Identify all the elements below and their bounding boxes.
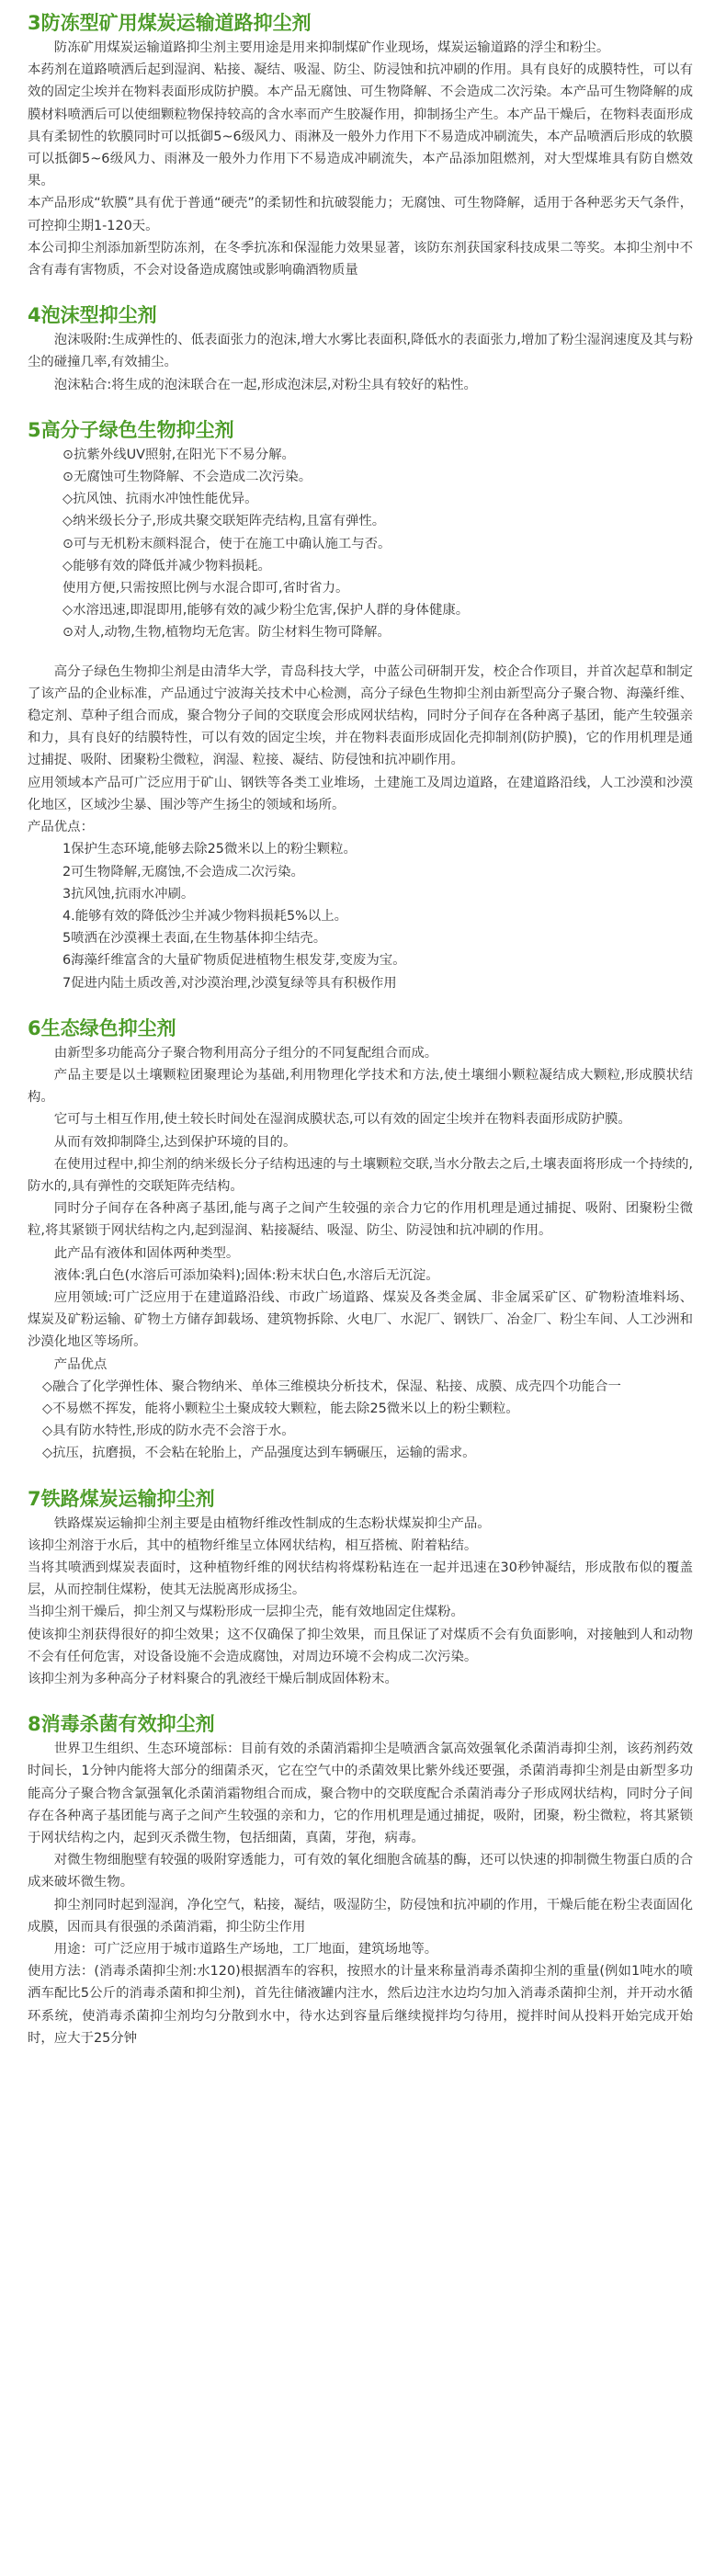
advantage-item: 4.能够有效的降低沙尘并减少物料损耗5%以上。 [62,908,347,924]
advantage-item: ◇融合了化学弹性体、聚合物纳米、单体三维模块分析技术，保湿、粘接、成膜、成壳四个功能合一 [42,1379,621,1394]
paragraph: 防冻矿用煤炭运输道路抑尘剂主要用途是用来抑制煤矿作业现场，煤炭运输道路的浮尘和粉尘。 [53,40,610,55]
section-title: 4泡沫型抑尘剂 [28,304,157,327]
section-antifreeze-dust-suppressant [0,0,726,281]
section-title: 6生态绿色抑尘剂 [28,1016,176,1039]
advantages-heading: 产品优点： [28,820,94,835]
paragraph: 本产品形成“软膜”具有优于普通“硬壳”的柔韧性和抗破裂能力；无腐蚀、可生物降解，适用于各种恶劣天气条件，可控抑尘期1-120天。 [28,196,693,233]
paragraph: 它可与土相互作用,使土较长时间处在湿润成膜状态,可以有效的固定尘埃并在物料表面形成防护膜。 [53,1112,631,1128]
advantage-item: ◇具有防水特性,形成的防水壳不会溶于水。 [42,1424,295,1439]
paragraph: 使该抑尘剂获得很好的抑尘效果；这不仅确保了抑尘效果，而且保证了对煤质不会有负面影响，对接触到人和动物不会有任何危害，对设备设施不会造成腐蚀，对周边环境不会构成二次污染。 [28,1627,693,1664]
feature-item: ⊙无腐蚀可生物降解、不会造成二次污染。 [62,470,312,485]
paragraph: 液体:乳白色(水溶后可添加染料);固体:粉末状白色,水溶后无沉淀。 [53,1267,439,1283]
paragraph: 本药剂在道路喷洒后起到湿润、粘接、凝结、吸湿、防尘、防浸蚀和抗冲刷的作用。具有良好的成膜特性，可以有效的固定尘埃并在物料表面形成防护膜。本产品无腐蚀、可生物降解、不会造成二次污染。本产品可生物降解的成膜材料喷洒后可以使细颗粒物保持较高的含水率而产生胶凝作用，抑制扬尘产生。本产品干燥后，在物料表面形成具有柔韧性的软膜同时可以抵御5~6级风力、雨淋及一般外力作用下不易造成冲刷流失，本产品喷洒后形成的软膜可以抵御5~6级风力、雨淋及一般外力作用下不易造成冲刷流失，本产品添加阻燃剂，对大型煤堆具有防自燃效果。 [28,62,693,189]
section-title: 3防冻型矿用煤炭运输道路抑尘剂 [28,12,312,34]
feature-item: ⊙抗紫外线UV照射,在阳光下不易分解。 [62,447,295,462]
section-polymer-green-dust-suppressant [0,416,726,994]
advantage-item: 6海藻纤维富含的大量矿物质促进植物生根发芽,变废为宝。 [62,953,406,969]
paragraph: 该抑尘剂为多种高分子材料聚合的乳液经干燥后制成固体粉末。 [28,1672,398,1686]
paragraph: 该抑尘剂溶于水后，其中的植物纤维呈立体网状结构，相互搭梳、附着粘结。 [28,1538,478,1553]
paragraph: 此产品有液体和固体两种类型。 [53,1245,240,1261]
advantage-item: 1保护生态环境,能够去除25微米以上的粉尘颗粒。 [62,842,357,857]
feature-item: ⊙可与无机粉末颜料混合，使于在施工中确认施工与否。 [62,536,391,551]
section-eco-green-dust-suppressant [0,1015,726,1465]
paragraph: 抑尘剂同时起到湿润，净化空气，粘接，凝结，吸湿防尘，防侵蚀和抗冲刷的作用，干燥后能在粉尘表面固化成膜，因而具有很强的杀菌消霜，抑尘防尘作用 [28,1897,693,1935]
feature-item: ◇抗风蚀、抗雨水冲蚀性能优异。 [62,492,258,507]
feature-item: ◇纳米级长分子,形成共聚交联矩阵壳结构,且富有弹性。 [62,514,386,529]
section-foam-dust-suppressant [0,301,726,396]
advantage-item: 2可生物降解,无腐蚀,不会造成二次污染。 [62,864,304,879]
section-title: 7铁路煤炭运输抑尘剂 [28,1487,215,1510]
paragraph: 世界卫生组织、生态环境部标：目前有效的杀菌消霜抑尘是喷洒含氯高效强氧化杀菌消毒抑尘剂，该药剂药效时间长，1分钟内能将大部分的细菌杀灭，它在空气中的杀菌效果比紫外线还要强，杀菌消毒抑尘剂是由新型多功能高分子聚合物含氯强氧化杀菌消霜物组合而成，聚合物中的交联度配合杀菌消毒分子形成网状结构，同时分子间存在各种离子基团能与离子之间产生较强的亲和力，它的作用机理是通过捕捉，吸附，团聚，粉尘微粒，将其紧锁于网状结构之内，起到灭杀微生物，包括细菌，真菌，芽孢，病毒。 [28,1742,693,1846]
paragraph: 本公司抑尘剂添加新型防冻剂，在冬季抗冻和保湿能力效果显著，该防东剂获国家科技成果二等奖。本抑尘剂中不含有毒有害物质，不会对设备造成腐蚀或影响确酒物质量 [28,240,693,278]
paragraph: 产品主要是以土壤颗粒团聚理论为基础,利用物理化学技术和方法,使土壤细小颗粒凝结成大颗粒,形成膜状结构。 [28,1067,693,1106]
paragraph: 在使用过程中,抑尘剂的纳米级长分子结构迅速的与土壤颗粒交联,当水分散去之后,土壤表面将形成一个持续的,防水的,具有弹性的交联矩阵壳结构。 [28,1156,693,1194]
paragraph: 泡沫粘合:将生成的泡沫联合在一起,形成泡沫层,对粉尘具有较好的粘性。 [53,377,477,392]
paragraph: 同时分子间存在各种离子基团,能与离子之间产生较强的亲合力它的作用机理是通过捕捉、吸附、团聚粉尘微粒,将其紧锁于网状结构之内,起到湿润、粘接凝结、吸湿、防尘、防浸蚀和抗冲刷的作用。 [28,1201,693,1239]
paragraph: 铁路煤炭运输抑尘剂主要是由植物纤维改性制成的生态粉状煤炭抑尘产品。 [53,1515,491,1531]
paragraph: 使用方法：(消毒杀菌抑尘剂:水120)根据酒车的容积，按照水的计量来称量消毒杀菌抑尘剂的重量(例如1吨水的喷洒车配比5公斤的消毒杀菌和抑尘剂)，首先往储液罐内注水，然后边注水边均匀加入消毒杀菌抑尘剂，并开动水循环系统，使消毒杀菌抑尘剂均匀分散到水中，待水达到容量后继续搅拌均匀待用，搅拌时间从投料开始完成开始时，应大于25分钟 [28,1964,693,2046]
paragraph: 对微生物细胞壁有较强的吸附穿透能力，可有效的氧化细胞含硫基的酶，还可以快速的抑制微生物蛋白质的合成来破坏微生物。 [28,1853,693,1890]
paragraph: 用途：可广泛应用于城市道路生产场地，工厂地面，建筑场地等。 [53,1942,438,1958]
feature-item: 使用方便,只需按照比例与水混合即可,省时省力。 [62,581,349,596]
paragraph: 当抑尘剂干燥后，抑尘剂又与煤粉形成一层抑尘壳，能有效地固定住煤粉。 [28,1605,464,1620]
advantages-heading: 产品优点 [53,1356,108,1372]
paragraph: 从而有效抑制降尘,达到保护环境的目的。 [53,1134,297,1150]
advantage-item: ◇不易燃不挥发，能将小颗粒尘土聚成较大颗粒，能去除25微米以上的粉尘颗粒。 [42,1401,519,1416]
section-disinfection-dust-suppressant [0,1710,726,2049]
feature-item: ◇水溶迅速,即混即用,能够有效的减少粉尘危害,保护人群的身体健康。 [62,603,470,618]
paragraph: 由新型多功能高分子聚合物利用高分子组分的不同复配组合而成。 [53,1045,438,1061]
paragraph: 应用领域本产品可广泛应用于矿山、钢铁等各类工业堆场，土建施工及周边道路，在建道路沿线，人工沙漠和沙漠化地区，区域沙尘暴、围沙等产生扬尘的领域和场所。 [28,775,693,812]
paragraph: 高分子绿色生物抑尘剂是由清华大学，青岛科技大学，中蓝公司研制开发，校企合作项目，并首次起草和制定了该产品的企业标准，产品通过宁波海关技术中心检测，高分子绿色生物抑尘剂由新型高分子聚合物、海藻纤维、稳定剂、草种子组合而成，聚合物分子间的交联度会形成网状结构，同时分子间存在各种离子基团，能产生较强亲和力，具有良好的结膜特性，可以有效的固定尘埃，并在物料表面形成固化壳抑制剂(防护膜)，它的作用机理是通过捕捉、吸附、团聚粉尘微粒，润湿、粒接、凝结、防侵蚀和抗冲刷作用。 [28,664,693,768]
advantage-item: ◇抗压，抗磨损，不会粘在轮胎上，产品强度达到车辆碾压，运输的需求。 [42,1446,476,1461]
section-title: 5高分子绿色生物抑尘剂 [28,418,234,441]
feature-item: ⊙对人,动物,生物,植物均无危害。防尘材料生物可降解。 [62,625,391,641]
paragraph: 泡沫吸附:生成弹性的、低表面张力的泡沫,增大水雾比表面积,降低水的表面张力,增加了粉尘湿润速度及其与粉尘的碰撞几率,有效捕尘。 [28,333,693,370]
paragraph: 当将其喷洒到煤炭表面时，这种植物纤维的网状结构将煤粉粘连在一起并迅速在30秒钟凝结，形成散布似的覆盖层，从而控制住煤粉，使其无法脱离形成扬尘。 [28,1560,693,1598]
paragraph: 应用领域:可广泛应用于在建道路沿线、市政广场道路、煤炭及各类金属、非金属采矿区、矿物粉渣堆料场、煤炭及矿粉运输、矿物土方储存卸载场、建筑物拆除、火电厂、水泥厂、钢铁厂、冶金厂、粉尘车间、人工沙洲和沙漠化地区等场所。 [28,1289,693,1350]
section-railway-coal-dust-suppressant [0,1485,726,1691]
section-title: 8消毒杀菌有效抑尘剂 [28,1713,215,1736]
advantage-item: 5喷洒在沙漠裸土表面,在生物基体抑尘结壳。 [62,931,327,947]
advantage-item: 3抗风蚀,抗雨水冲刷。 [62,886,195,902]
advantage-item: 7促进内陆土质改善,对沙漠治理,沙漠复绿等具有积极作用 [62,975,397,991]
feature-item: ◇能够有效的降低并减少物料损耗。 [62,558,271,573]
